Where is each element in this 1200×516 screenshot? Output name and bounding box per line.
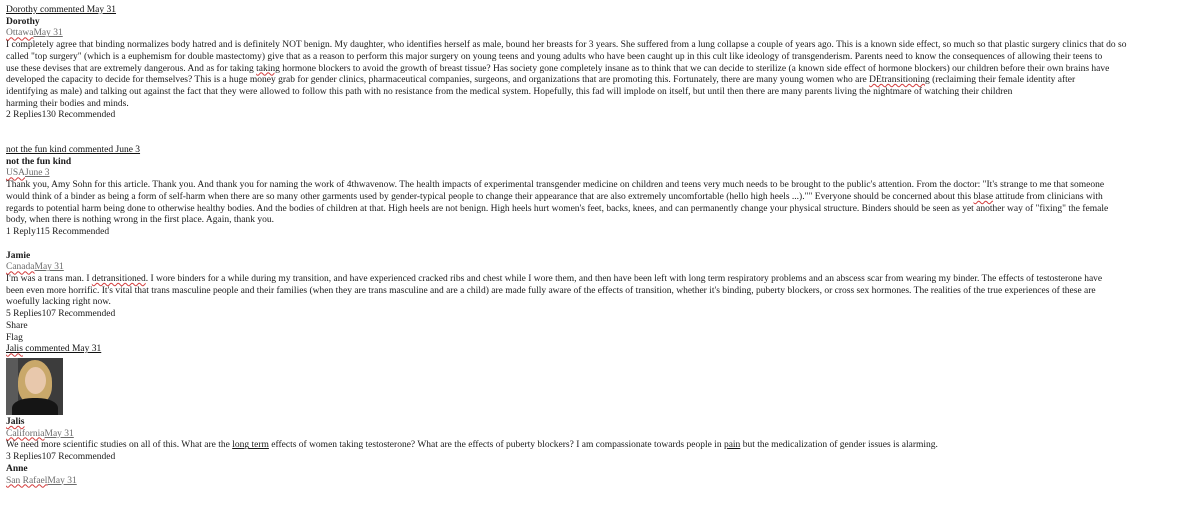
- comment-jamie: [6, 251, 1142, 345]
- comment-body: Thank you, Amy Sohn for this article. Thank you. And thank you for naming the work of 4thwavenow. The health impacts of experimental transgender medicine on children and teens very much needs to be brought to the public's attention. From the doctor: "It's strange to me that someone would think of a binder as being a form of self-harm when there are so many other garments used by gender-typical people to change their appearance that are also extremely uncomfortable (hello high heels ...)."" Everyone should be concerned about this blase attitude from clinicians with regards to potential harm being done to otherwise healthy bodies. And the bodies of children at that. High heels are not benign. High heels hurt women's feet, backs, knees, and can permanently change your physical structure. Binders should be seen as yet another way of "fixing" the female body, when there is nothing wrong in the first place. Again, thank you.: [6, 180, 1109, 226]
- comment-header[interactable]: not the fun kind commented June 3: [6, 145, 141, 156]
- share-button[interactable]: Share: [6, 320, 28, 331]
- comment-location-date: CaliforniaMay 31: [6, 428, 74, 439]
- replies-link[interactable]: 5 Replies: [6, 309, 42, 320]
- comment-location-date: San RafaelMay 31: [6, 475, 77, 486]
- comment-stats: [6, 110, 1142, 122]
- comment-author: not the fun kind: [6, 156, 72, 167]
- avatar: [6, 358, 63, 415]
- comment-body: I completely agree that binding normalizes body hatred and is definitely NOT benign. My daughter, who identifies herself as male, bound her breasts for 3 years. She suffered from a lung collapse a couple of years ago. This is a known side effect, so much so that plastic surgery clinics that do so called "top surgery" (which is a euphemism for double mastectomy) give that as a reason to perform this major surgery on young teens and young adults who have been caught up in this cult like ideology of transgenderism. Parents need to know the consequences of allowing their teens to use these devises that are extremely dangerous. And as for taking taking hormone blockers to avoid the growth of breast tissue? Has society gone completely insane as to think that we can decide to sterilize (a known side effect of hormone blockers) our children before their own brains have developed the capacity to decide for themselves? This is a huge money grab for gender clinics, pharmaceutical companies, surgeons, and organizations that are promoting this. Fortunately, there are many young women who are DEtransitioning (reclaiming their female identity after identifying as male) and talking out against the fact that they were allowed to follow this path with no resistance from the medical system. Hopefully, this fad will implode on itself, but until then there are many parents living the nightmare of watching their children harming their bodies and minds.: [6, 40, 1127, 109]
- comment-header[interactable]: Dorothy commented May 31: [6, 5, 117, 15]
- replies-link[interactable]: 2 Replies: [6, 110, 42, 121]
- comment-jalis: [6, 344, 1142, 464]
- comment-author: Jamie: [6, 250, 31, 261]
- comment-location-date: OttawaMay 31: [6, 28, 63, 39]
- comments-page: [6, 5, 1142, 487]
- comment-dorothy: [6, 5, 1142, 122]
- comment-author: Dorothy: [6, 16, 40, 27]
- comment-header[interactable]: Jalis commented May 31: [6, 344, 102, 355]
- recommend-count[interactable]: 107 Recommended: [41, 309, 116, 320]
- recommend-count[interactable]: 130 Recommended: [41, 110, 116, 121]
- comment-location-date: CanadaMay 31: [6, 262, 64, 273]
- comment-author: Anne: [6, 463, 28, 474]
- replies-link[interactable]: 1 Reply: [6, 226, 36, 237]
- comment-location-date: USAJune 3: [6, 168, 50, 179]
- comment-anne: [6, 464, 1142, 487]
- comment-body: We need more scientific studies on all of this. What are the long term effects of women taking testosterone? What are the effects of puberty blockers? I am compassionate towards people in pain but the medicalization of gender issues is alarming.: [6, 440, 938, 451]
- comment-stats: [6, 227, 1142, 239]
- comment-not-the-fun-kind: [6, 145, 1142, 239]
- comment-body: I'm was a trans man. I detransitioned. I wore binders for a while during my transition, and have experienced cracked ribs and chest while I wore them, and then have been left with long term respiratory problems and an abscess scar from wearing my binder. The effects of testosterone have been even more horrific. It's vital that trans masculine people and their families (when they are trans masculine and are a child) are made fully aware of the effects of transition, whether it's binding, puberty blockers, or cross sex hormones. The realities of the true experiences of these are woefully lacking right now.: [6, 274, 1103, 308]
- replies-link[interactable]: 3 Replies: [6, 452, 42, 463]
- comment-stats: [6, 452, 1142, 464]
- recommend-count[interactable]: 107 Recommended: [41, 452, 116, 463]
- flag-button[interactable]: Flag: [6, 332, 23, 343]
- comment-author: Jalis: [6, 416, 25, 427]
- comment-stats: [6, 309, 1142, 321]
- recommend-count[interactable]: 115 Recommended: [35, 226, 110, 237]
